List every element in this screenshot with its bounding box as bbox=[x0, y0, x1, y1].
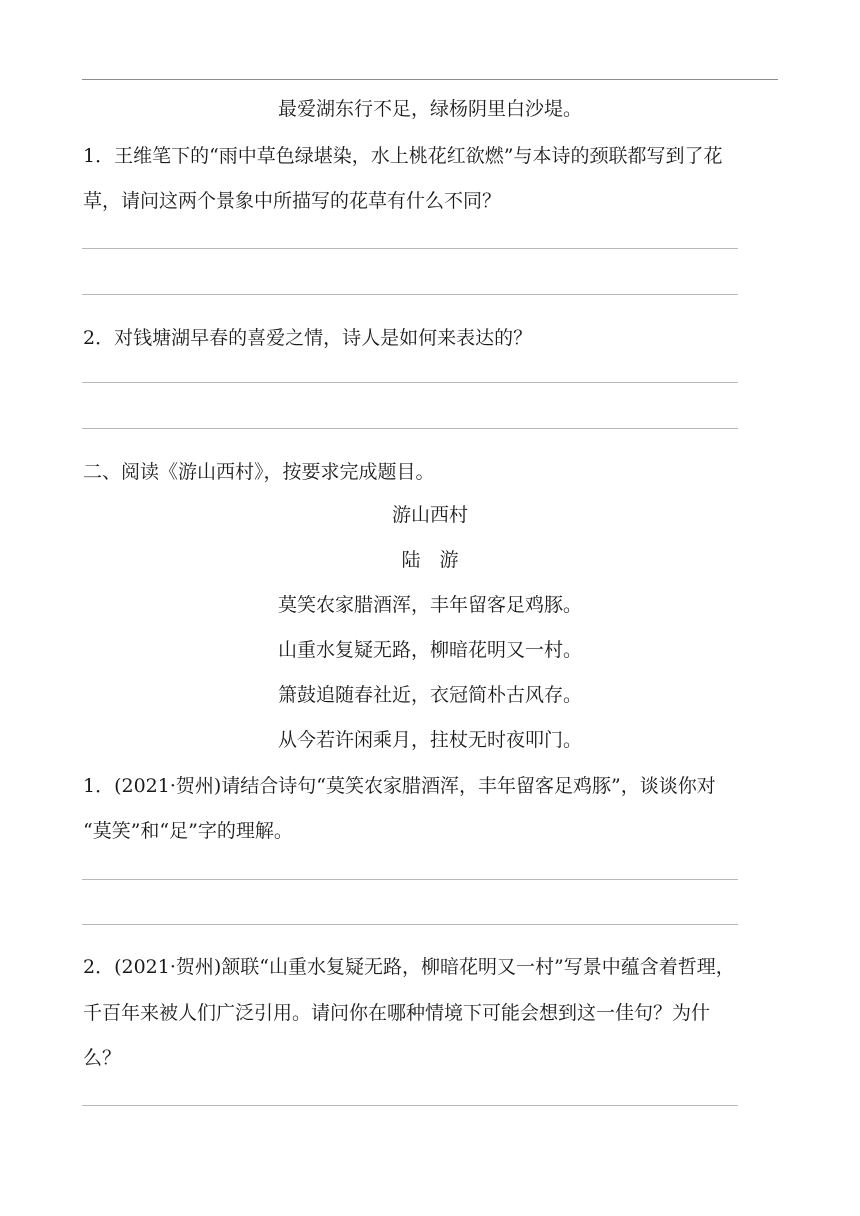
question-text: 2．对钱塘湖早春的喜爱之情，诗人是如何来表达的？ bbox=[83, 327, 533, 349]
poem-line: 山重水复疑无路，柳暗花明又一村。 bbox=[277, 639, 582, 661]
poem-line: 从今若许闲乘月，拄杖无时夜叩门。 bbox=[277, 729, 582, 751]
question-text: 1．(2021·贺州)请结合诗句“莫笑农家腊酒浑，丰年留客足鸡豚”，谈谈你对 bbox=[83, 775, 716, 797]
top-divider bbox=[82, 79, 778, 80]
question-text: 草，请问这两个景象中所描写的花草有什么不同？ bbox=[83, 190, 502, 212]
question-text: 1．王维笔下的“雨中草色绿堪染，水上桃花红欲燃”与本诗的颈联都写到了花 bbox=[83, 145, 723, 167]
answer-line[interactable] bbox=[82, 294, 738, 295]
answer-line[interactable] bbox=[82, 879, 738, 880]
answer-line[interactable] bbox=[82, 924, 738, 925]
answer-line[interactable] bbox=[82, 1105, 738, 1106]
question-text: “莫笑”和“足”字的理解。 bbox=[83, 820, 293, 842]
poem-line: 箫鼓追随春社近，衣冠简朴古风存。 bbox=[277, 684, 582, 706]
question-text: 么？ bbox=[83, 1047, 122, 1069]
poem-line: 莫笑农家腊酒浑，丰年留客足鸡豚。 bbox=[277, 594, 582, 616]
question-text: 千百年来被人们广泛引用。请问你在哪种情境下可能会想到这一佳句？为什 bbox=[83, 1002, 711, 1024]
poem-title: 游山西村 bbox=[391, 504, 468, 526]
section-heading: 二、阅读《游山西村》，按要求完成题目。 bbox=[83, 461, 435, 483]
answer-line[interactable] bbox=[82, 248, 738, 249]
answer-line[interactable] bbox=[82, 382, 738, 383]
question-text: 2．(2021·贺州)颔联“山重水复疑无路，柳暗花明又一村”写景中蕴含着哲理， bbox=[83, 956, 735, 978]
answer-line[interactable] bbox=[82, 428, 738, 429]
poem-author: 陆 游 bbox=[401, 549, 459, 571]
poem-line: 最爱湖东行不足，绿杨阴里白沙堤。 bbox=[277, 98, 582, 120]
